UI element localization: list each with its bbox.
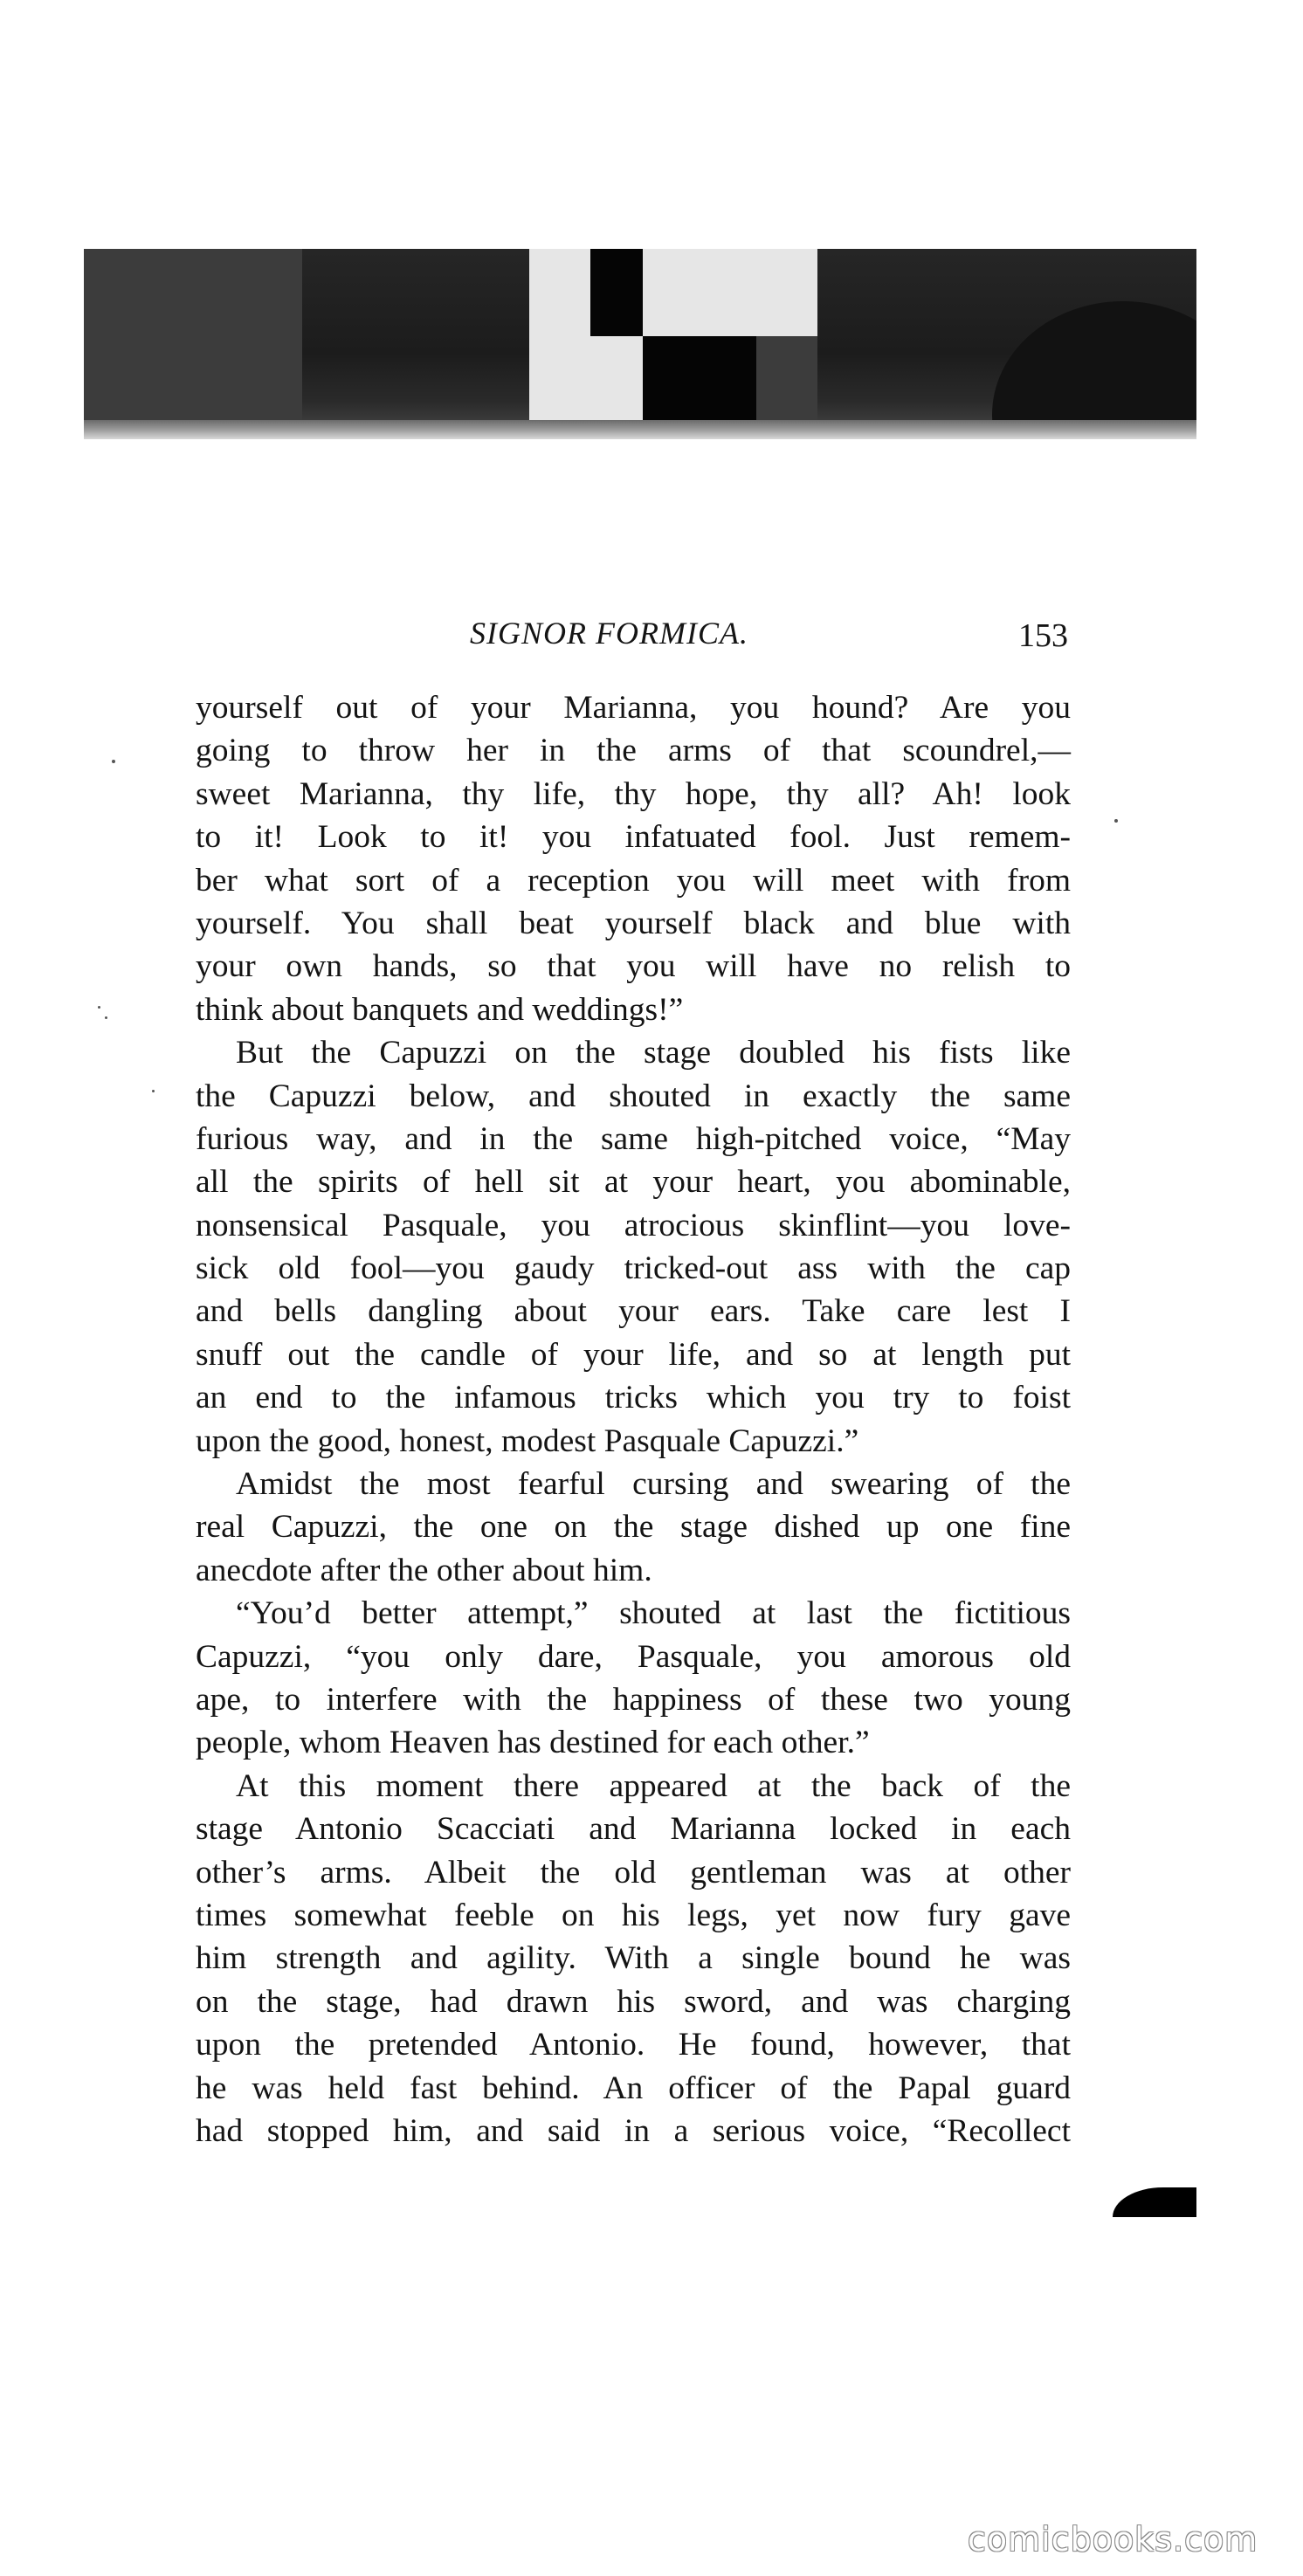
text-line: going to throw her in the arms of that scoundrel,— — [196, 733, 1071, 769]
text-line: upon the pretended Antonio. He found, however, that — [196, 2027, 1071, 2063]
page-number: 153 — [1018, 617, 1068, 654]
text-line: snuff out the candle of your life, and so at length put — [196, 1336, 1071, 1373]
text-line: upon the good, honest, modest Pasquale Capuzzi.” — [196, 1422, 859, 1459]
text-line: all the spirits of hell sit at your heart, you abominable, — [196, 1164, 1071, 1201]
text-line: yourself. You shall beat yourself black and blue with — [196, 905, 1071, 941]
scan-speck — [112, 760, 115, 763]
text-line: an end to the infamous tricks which you try to foist — [196, 1380, 1071, 1416]
text-line: sweet Marianna, thy life, thy hope, thy all? Ah! look — [196, 775, 1071, 812]
text-line: times somewhat feeble on his legs, yet now fury gave — [196, 1897, 1071, 1933]
running-head: SIGNOR FORMICA. — [470, 616, 748, 651]
scan-speck — [98, 1006, 100, 1009]
text-line: had stopped him, and said in a serious voice, “Recollect — [196, 2112, 1071, 2149]
text-line: think about banquets and weddings!” — [196, 991, 684, 1028]
text-line: to it! Look to it! you infatuated fool. Just remem- — [196, 819, 1071, 856]
text-line: At this moment there appeared at the back of the — [236, 1767, 1071, 1804]
text-line: your own hands, so that you will have no relish to — [196, 948, 1071, 985]
text-line: other’s arms. Albeit the old gentleman was at other — [196, 1854, 1071, 1891]
text-line: yourself out of your Marianna, you hound? Are you — [196, 690, 1071, 726]
text-line: Amidst the most fearful cursing and swearing of the — [236, 1466, 1071, 1503]
text-line: nonsensical Pasquale, you atrocious skinflint—you love- — [196, 1207, 1071, 1243]
text-line: But the Capuzzi on the stage doubled his fists like — [236, 1035, 1071, 1071]
scan-corner-mark — [1113, 2187, 1196, 2217]
text-line: Capuzzi, “you only dare, Pasquale, you amorous old — [196, 1638, 1071, 1675]
text-line: him strength and agility. With a single bound he was — [196, 1940, 1071, 1977]
text-line: people, whom Heaven has destined for each other.” — [196, 1725, 870, 1761]
body-text — [196, 686, 1071, 2152]
watermark: comicbooks.com — [968, 2520, 1258, 2559]
text-line: “You’d better attempt,” shouted at last the fictitious — [236, 1595, 1071, 1632]
scan-speck — [152, 1090, 155, 1092]
text-line: stage Antonio Scacciati and Marianna locked in each — [196, 1811, 1071, 1848]
text-line: sick old fool—you gaudy tricked-out ass with the cap — [196, 1250, 1071, 1287]
text-line: on the stage, had drawn his sword, and was charging — [196, 1983, 1071, 2020]
text-line: and bells dangling about your ears. Take care lest I — [196, 1293, 1071, 1330]
scan-speck — [1114, 819, 1118, 823]
text-line: ape, to interfere with the happiness of these two young — [196, 1681, 1071, 1718]
scan-speck — [105, 1016, 107, 1019]
text-line: the Capuzzi below, and shouted in exactly the same — [196, 1078, 1071, 1114]
text-line: real Capuzzi, the one on the stage dished up one fine — [196, 1509, 1071, 1546]
text-line: ber what sort of a reception you will meet with from — [196, 862, 1071, 899]
text-line: he was held fast behind. An officer of the Papal guard — [196, 2070, 1071, 2106]
text-line: anecdote after the other about him. — [196, 1552, 652, 1588]
text-line: furious way, and in the same high-pitched voice, “May — [196, 1120, 1071, 1157]
scanned-header-image — [84, 249, 1196, 439]
